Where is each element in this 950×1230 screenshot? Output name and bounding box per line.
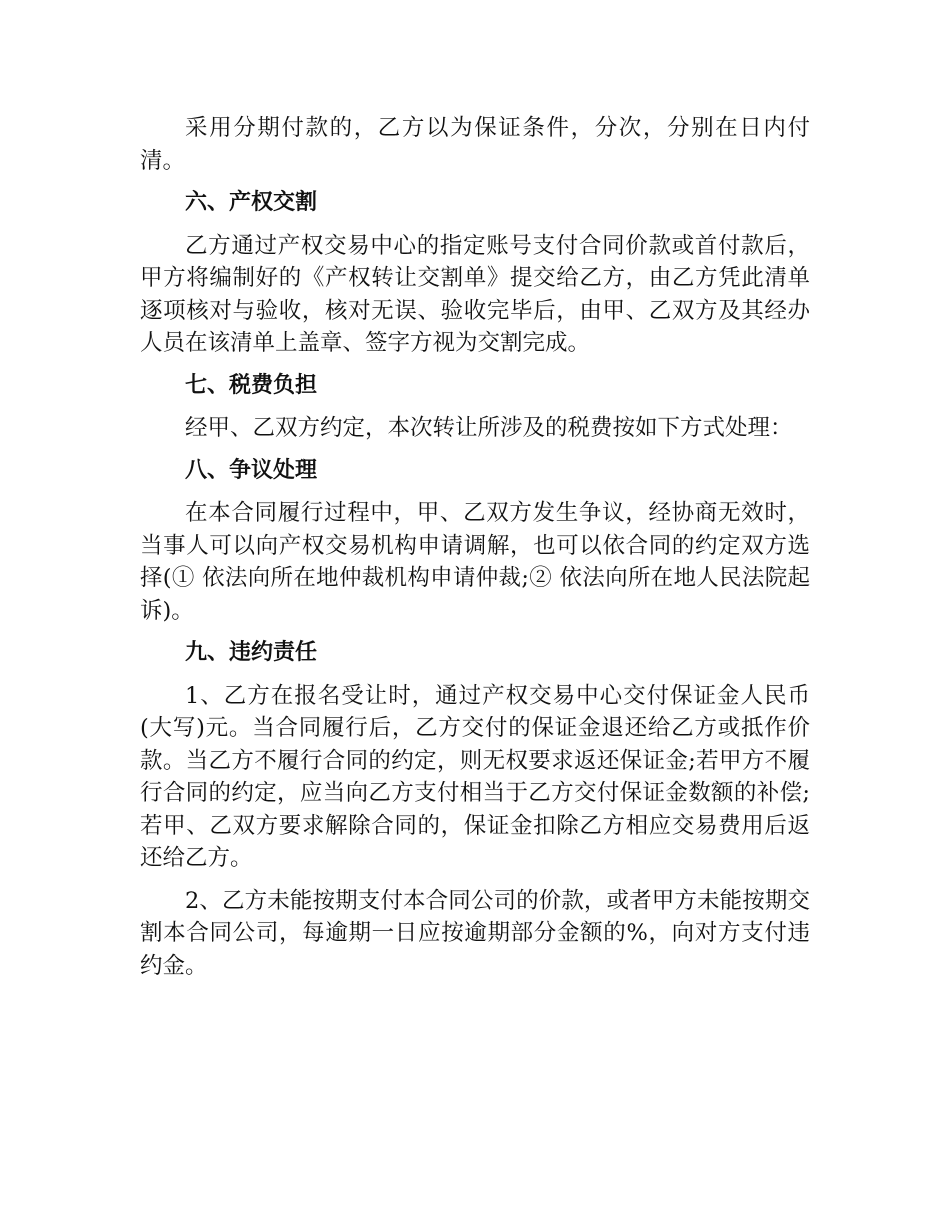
section-heading-tax-burden: 七、税费负担 — [185, 372, 318, 398]
section-heading-property-delivery: 六、产权交割 — [185, 190, 318, 215]
tax-burden-paragraph: 经甲、乙双方约定，本次转让所涉及的税费按如下方式处理： — [185, 415, 793, 441]
dispute-handling-paragraph: 在本合同履行过程中，甲、乙双方发生争议，经协商无效时，当事人可以向产权交易机构申请调解，也可以依合同的约定双方选择(① 依法向所在地仲裁机构申请仲裁;② 依法向所在地人民法院起诉)。 — [140, 500, 810, 624]
section-heading-dispute-handling: 八、争议处理 — [185, 457, 318, 483]
section-heading-breach-liability: 九、违约责任 — [185, 640, 318, 665]
breach-liability-paragraph-1: 1、乙方在报名受让时，通过产权交易中心交付保证金人民币(大写)元。当合同履行后，乙方交付的保证金退还给乙方或抵作价款。当乙方不履行合同的约定，则无权要求返还保证金;若甲方不履行合同的约定，应当向乙方支付相当于乙方交付保证金数额的补偿;若甲、乙双方要求解除合同的，保证金扣除乙方相应交易费用后返还给乙方。 — [140, 682, 810, 871]
property-delivery-paragraph: 乙方通过产权交易中心的指定账号支付合同价款或首付款后，甲方将编制好的《产权转让交割单》提交给乙方，由乙方凭此清单逐项核对与验收，核对无误、验收完毕后，由甲、乙双方及其经办人员在该清单上盖章、签字方视为交割完成。 — [140, 232, 810, 356]
breach-liability-paragraph-2: 2、乙方未能按期支付本合同公司的价款，或者甲方未能按期交割本合同公司，每逾期一日应按逾期部分金额的%，向对方支付违约金。 — [140, 887, 810, 979]
document-page — [140, 112, 810, 992]
payment-installment-paragraph: 采用分期付款的，乙方以为保证条件，分次，分别在日内付清。 — [140, 115, 810, 174]
